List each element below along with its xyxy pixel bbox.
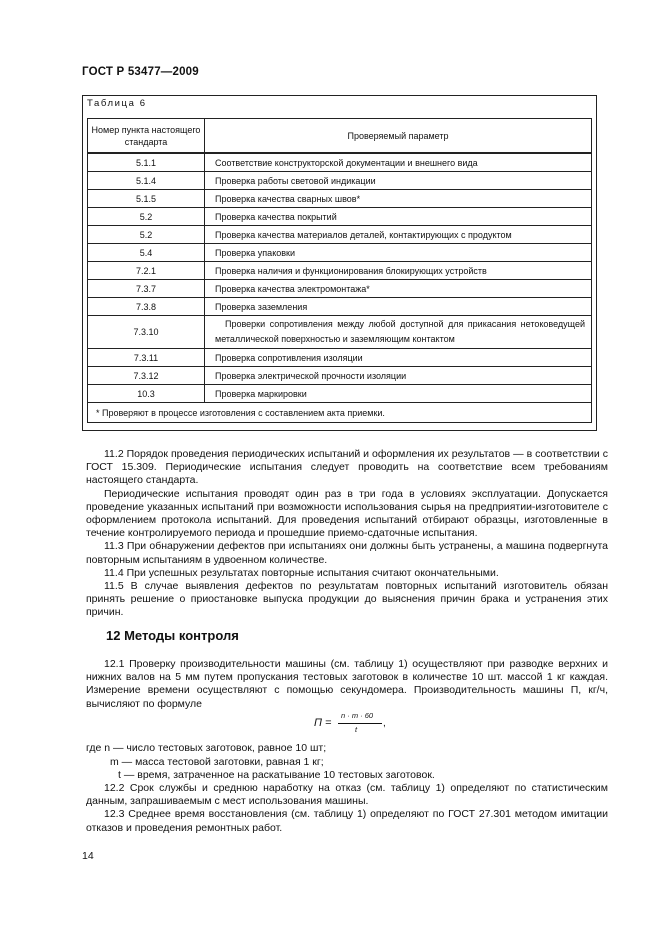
- paragraph-11-5: 11.5 В случае выявления дефектов по результатам повторных испытаний изготовитель обязан принять решение о приостановке выпуска продукции до выяснения причин брака и устранения этих причин.: [86, 580, 608, 619]
- cell-parameter: Проверка упаковки: [205, 244, 592, 262]
- table-row: [88, 298, 592, 316]
- cell-clause-number: 7.3.12: [88, 367, 205, 385]
- cell-parameter: Соответствие конструкторской документации и внешнего вида: [205, 153, 592, 172]
- table-row: [88, 349, 592, 367]
- cell-clause-number: 7.3.11: [88, 349, 205, 367]
- paragraph-12-1: 12.1 Проверку производительности машины (см. таблицу 1) осуществляют при разводке верхних и нижних валов на 5 мм путем пропускания тестовых заготовок в количестве 10 шт. массой 1 кг каждая. Измерение времени осуществляют с помощью секундомера. Производительность машины П, кг/ч, вычисляют по формуле: [86, 658, 608, 710]
- section-12-2-3-text: [86, 782, 608, 835]
- cell-clause-number: 5.1.1: [88, 153, 205, 172]
- cell-parameter: Проверка электрической прочности изоляции: [205, 367, 592, 385]
- cell-clause-number: 5.4: [88, 244, 205, 262]
- col-header-clause: Номер пункта настоящего стандарта: [88, 119, 205, 154]
- page-number: 14: [82, 850, 94, 862]
- section-12-1-text: [86, 658, 608, 711]
- paragraph-12-3: 12.3 Среднее время восстановления (см. таблицу 1) определяют по ГОСТ 27.301 методом имитации отказов и проведения ремонтных работ.: [86, 808, 608, 834]
- table-row: [88, 190, 592, 208]
- cell-clause-number: 5.2: [88, 226, 205, 244]
- table-row: [88, 385, 592, 403]
- legend-t: t — время, затраченное на раскатывание 10 тестовых заготовок.: [118, 769, 435, 781]
- paragraph-11-4: 11.4 При успешных результатах повторные испытания считают окончательными.: [104, 566, 499, 579]
- table-row: [88, 262, 592, 280]
- cell-parameter: Проверки сопротивления между любой доступной для прикасания нетоковедущей металлической поверхностью и заземляющим контактом: [205, 316, 592, 349]
- table-6: [87, 118, 592, 423]
- table-row: [88, 226, 592, 244]
- formula-denominator: t: [355, 725, 358, 734]
- legend-m: m — масса тестовой заготовки, равная 1 кг;: [110, 755, 324, 768]
- formula-numerator: n · m · 60: [341, 711, 374, 720]
- cell-parameter: Проверка заземления: [205, 298, 592, 316]
- cell-parameter: Проверка маркировки: [205, 385, 592, 403]
- table-note-row: [88, 403, 592, 423]
- cell-parameter: Проверка качества материалов деталей, контактирующих с продуктом: [205, 226, 592, 244]
- formula-legend: [86, 742, 606, 783]
- paragraph-12-2: 12.2 Срок службы и среднюю наработку на отказ (см. таблицу 1) определяют по статистическим данным, запрашиваемым с мест использования машины.: [86, 782, 608, 808]
- table-row: [88, 208, 592, 226]
- paragraph-periodic: Периодические испытания проводят один раз в три года в условиях эксплуатации. Допускается проведение указанных испытаний при возможности использования сырья на предприятии-изготовителе с оформлением протокола испытаний. Для проведения испытаний отбирают образцы, изготовленные в течение контролируемого периода и прошедшие приемо-сдаточные испытания.: [86, 487, 608, 540]
- table-row: [88, 316, 592, 349]
- cell-clause-number: 10.3: [88, 385, 205, 403]
- section-11-text: [86, 448, 608, 620]
- cell-clause-number: 7.3.8: [88, 298, 205, 316]
- cell-parameter: Проверка качества электромонтажа*: [205, 280, 592, 298]
- fraction-bar: [338, 723, 382, 724]
- table-row: [88, 367, 592, 385]
- col-header-parameter: Проверяемый параметр: [205, 119, 592, 154]
- cell-parameter: Проверка работы световой индикации: [205, 172, 592, 190]
- table-row: [88, 153, 592, 172]
- cell-clause-number: 7.2.1: [88, 262, 205, 280]
- table-row: [88, 280, 592, 298]
- table-row: [88, 172, 592, 190]
- table-caption: Таблица 6: [87, 98, 147, 109]
- formula-lhs: П =: [314, 717, 332, 729]
- cell-parameter: Проверка качества сварных швов*: [205, 190, 592, 208]
- legend-n: где n — число тестовых заготовок, равное 10 шт;: [86, 742, 327, 754]
- cell-clause-number: 7.3.10: [88, 316, 205, 349]
- cell-clause-number: 7.3.7: [88, 280, 205, 298]
- cell-parameter: Проверка наличия и функционирования блокирующих устройств: [205, 262, 592, 280]
- standard-header: ГОСТ Р 53477—2009: [82, 66, 199, 78]
- cell-parameter: Проверка сопротивления изоляции: [205, 349, 592, 367]
- cell-clause-number: 5.1.4: [88, 172, 205, 190]
- formula-end: ,: [383, 718, 386, 729]
- paragraph-11-3: 11.3 При обнаружении дефектов при испытаниях они должны быть устранены, а машина подвергнута повторным испытаниям в удвоенном количестве.: [86, 540, 608, 566]
- table-row: [88, 244, 592, 262]
- cell-parameter: Проверка качества покрытий: [205, 208, 592, 226]
- cell-clause-number: 5.1.5: [88, 190, 205, 208]
- table-header-row: [88, 119, 592, 154]
- table-footnote: * Проверяют в процессе изготовления с составлением акта приемки.: [88, 403, 592, 423]
- section-12-title: 12 Методы контроля: [106, 628, 239, 643]
- cell-clause-number: 5.2: [88, 208, 205, 226]
- paragraph-11-2: 11.2 Порядок проведения периодических испытаний и оформления их результатов — в соответствии с ГОСТ 15.309. Периодические испытания следует проводить на соответствие всем требованиям настоящего стандарта.: [86, 448, 608, 487]
